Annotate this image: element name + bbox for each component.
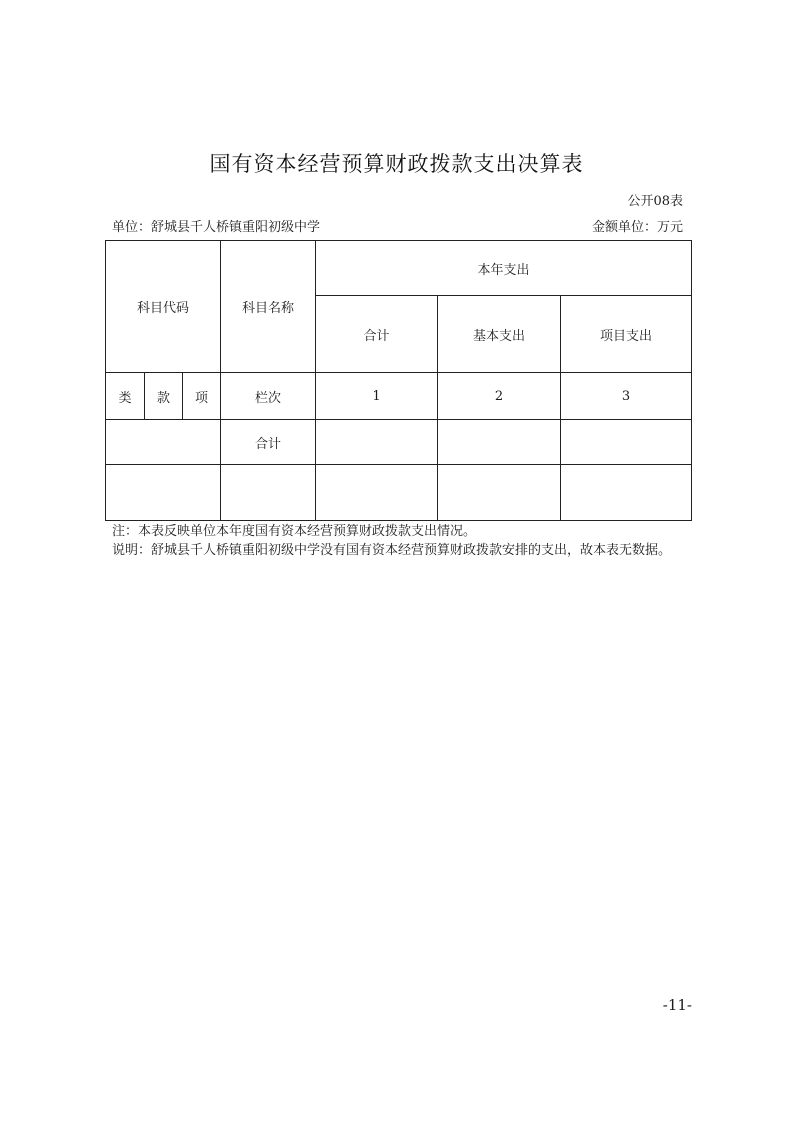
empty-project-cell: [561, 465, 692, 521]
header-subject-name: 科目名称: [221, 241, 316, 373]
header-project-expenditure: 项目支出: [561, 296, 692, 373]
total-row-project-cell: [561, 420, 692, 465]
form-number: 公开08表: [627, 194, 683, 209]
header-total: 合计: [316, 296, 438, 373]
total-row: [106, 420, 692, 465]
report-title: 国有资本经营预算财政拨款支出决算表: [209, 152, 584, 176]
note-text: 注：本表反映单位本年度国有资本经营预算财政拨款支出情况。: [112, 524, 477, 539]
page-number: -11-: [662, 996, 692, 1014]
notes-section: [112, 522, 692, 560]
total-row-code-cell: [106, 420, 221, 465]
empty-code-cell: [106, 465, 221, 521]
empty-basic-cell: [438, 465, 561, 521]
row-index-label: 栏次: [221, 373, 316, 420]
column-index-1: 1: [316, 373, 438, 420]
column-index-3: 3: [561, 373, 692, 420]
column-index-row: [106, 373, 692, 420]
total-row-basic-cell: [438, 420, 561, 465]
header-current-year-expenditure: 本年支出: [316, 241, 692, 296]
empty-name-cell: [221, 465, 316, 521]
column-index-2: 2: [438, 373, 561, 420]
total-row-total-cell: [316, 420, 438, 465]
empty-total-cell: [316, 465, 438, 521]
amount-unit-label: 金额单位：万元: [591, 220, 683, 235]
expenditure-table: [105, 240, 692, 521]
header-basic-expenditure: 基本支出: [438, 296, 561, 373]
header-subject-code: 科目代码: [106, 241, 221, 373]
total-row-label: 合计: [221, 420, 316, 465]
header-row-1: [106, 241, 692, 296]
empty-data-row: [106, 465, 692, 521]
header-xiang: 项: [183, 373, 221, 420]
header-kuan: 款: [145, 373, 183, 420]
explanation-text: 说明：舒城县千人桥镇重阳初级中学没有国有资本经营预算财政拨款安排的支出，故本表无数据。: [112, 543, 672, 558]
unit-label: 单位：舒城县千人桥镇重阳初级中学: [112, 220, 321, 235]
header-lei: 类: [106, 373, 145, 420]
